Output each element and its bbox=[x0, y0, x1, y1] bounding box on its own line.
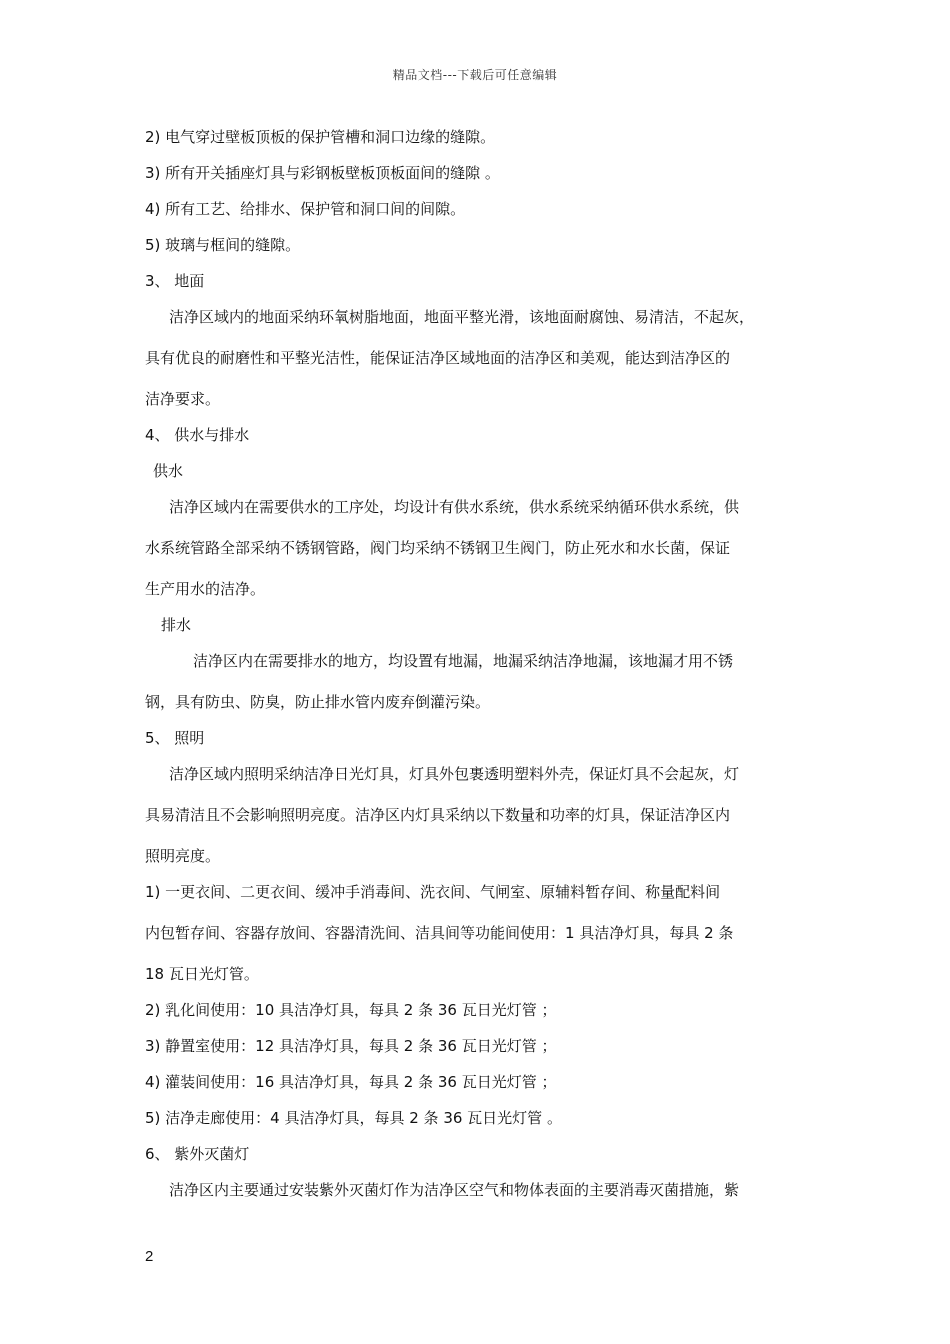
text-line: 3) 所有开关插座灯具与彩钢板壁板顶板面间的缝隙 。 bbox=[145, 164, 500, 182]
section-heading: 4、 供水与排水 bbox=[145, 426, 250, 444]
paragraph-line: 洁净区域内在需要供水的工序处，均设计有供水系统，供水系统采纳循环供水系统，供 bbox=[169, 498, 740, 516]
list-item: 3) 静置室使用：12 具洁净灯具，每具 2 条 36 瓦日光灯管 ； bbox=[145, 1037, 557, 1055]
text-line: 2) 电气穿过壁板顶板的保护管槽和洞口边缘的缝隙。 bbox=[145, 128, 496, 146]
section-heading: 6、 紫外灭菌灯 bbox=[145, 1145, 250, 1163]
paragraph-line: 具易清洁且不会影响照明亮度。洁净区内灯具采纳以下数量和功率的灯具，保证洁净区内 bbox=[145, 806, 731, 824]
text-line: 4) 所有工艺、给排水、保护管和洞口间的间隙。 bbox=[145, 200, 466, 218]
paragraph-line: 洁净区域内照明采纳洁净日光灯具，灯具外包裹透明塑料外壳，保证灯具不会起灰，灯 bbox=[169, 765, 740, 783]
list-item: 18 瓦日光灯管。 bbox=[145, 965, 259, 983]
list-item: 4) 灌装间使用：16 具洁净灯具，每具 2 条 36 瓦日光灯管 ； bbox=[145, 1073, 557, 1091]
paragraph-line: 洁净要求。 bbox=[145, 390, 221, 408]
section-heading: 3、 地面 bbox=[145, 272, 205, 290]
list-item: 2) 乳化间使用：10 具洁净灯具，每具 2 条 36 瓦日光灯管 ； bbox=[145, 1001, 557, 1019]
paragraph-line: 洁净区域内的地面采纳环氧树脂地面，地面平整光滑，该地面耐腐蚀、易清洁，不起灰， bbox=[169, 308, 755, 326]
paragraph-line: 照明亮度。 bbox=[145, 847, 221, 865]
list-item: 5) 洁净走廊使用：4 具洁净灯具，每具 2 条 36 瓦日光灯管 。 bbox=[145, 1109, 562, 1127]
page-number: 2 bbox=[145, 1248, 154, 1265]
paragraph-line: 洁净区内在需要排水的地方，均设置有地漏，地漏采纳洁净地漏，该地漏才用不锈 bbox=[193, 652, 734, 670]
section-heading: 5、 照明 bbox=[145, 729, 205, 747]
list-item: 内包暂存间、容器存放间、容器清洗间、洁具间等功能间使用：1 具洁净灯具，每具 2 条 bbox=[145, 924, 734, 942]
sub-heading: 排水 bbox=[161, 616, 192, 634]
list-item: 1) 一更衣间、二更衣间、缓冲手消毒间、洗衣间、气闸室、原辅料暂存间、称量配料间 bbox=[145, 883, 721, 901]
text-line: 5) 玻璃与框间的缝隙。 bbox=[145, 236, 301, 254]
paragraph-line: 具有优良的耐磨性和平整光洁性，能保证洁净区域地面的洁净区和美观，能达到洁净区的 bbox=[145, 349, 731, 367]
paragraph-line: 生产用水的洁净。 bbox=[145, 580, 266, 598]
paragraph-line: 水系统管路全部采纳不锈钢管路，阀门均采纳不锈钢卫生阀门，防止死水和水长菌，保证 bbox=[145, 539, 731, 557]
paragraph-line: 洁净区内主要通过安装紫外灭菌灯作为洁净区空气和物体表面的主要消毒灭菌措施，紫 bbox=[169, 1181, 740, 1199]
page-header: 精品文档---下载后可任意编辑 bbox=[392, 68, 558, 82]
sub-heading: 供水 bbox=[153, 462, 184, 480]
paragraph-line: 钢，具有防虫、防臭，防止排水管内废弃倒灌污染。 bbox=[145, 693, 491, 711]
